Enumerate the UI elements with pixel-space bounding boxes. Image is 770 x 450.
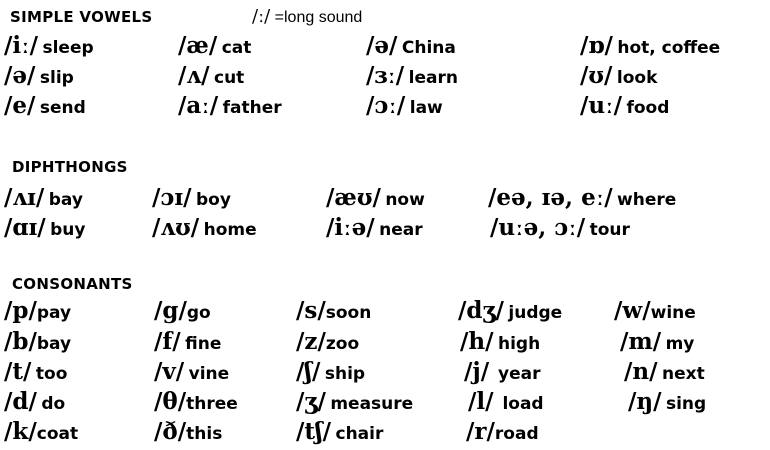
example-word: food xyxy=(626,98,670,118)
vowel-entry xyxy=(366,62,458,89)
ipa-symbol: /p/ xyxy=(4,297,37,324)
vowel-entry xyxy=(366,92,443,119)
consonant-entry xyxy=(154,388,238,415)
example-word: do xyxy=(41,394,66,414)
diphthong-entry xyxy=(490,214,630,241)
diphthong-entry xyxy=(488,184,676,211)
example-word: pay xyxy=(36,303,72,323)
ipa-symbol: /f/ xyxy=(154,328,181,355)
example-word: bay xyxy=(36,334,72,354)
diphthongs-heading: DIPHTHONGS xyxy=(12,158,128,176)
vowel-entry xyxy=(580,32,720,59)
example-word: law xyxy=(409,98,443,118)
example-word: now xyxy=(385,190,425,210)
example-word: learn xyxy=(408,68,458,88)
ipa-symbol: /v/ xyxy=(154,358,185,385)
consonant-entry xyxy=(4,297,71,324)
example-word: zoo xyxy=(325,334,360,354)
ipa-symbol: /k/ xyxy=(4,418,37,445)
example-word: chair xyxy=(335,424,384,444)
ipa-symbol: /æ/ xyxy=(178,32,218,59)
diphthong-entry xyxy=(4,184,83,211)
consonant-entry xyxy=(296,328,359,355)
example-word: three xyxy=(186,394,238,414)
ipa-symbol: /n/ xyxy=(624,358,658,385)
ipa-symbol: /s/ xyxy=(296,297,326,324)
consonant-entry xyxy=(624,358,705,385)
consonant-entry xyxy=(296,297,371,324)
example-word: send xyxy=(39,98,86,118)
ipa-symbol: /ʌɪ/ xyxy=(4,184,45,211)
vowels-heading: SIMPLE VOWELS xyxy=(10,8,153,26)
consonant-entry xyxy=(466,418,539,445)
consonant-entry xyxy=(4,328,71,355)
ipa-symbol: /z/ xyxy=(296,328,326,355)
example-word: road xyxy=(494,424,539,444)
diphthong-entry xyxy=(326,214,423,241)
example-word: hot, coffee xyxy=(617,38,721,58)
ipa-symbol: /ə/ xyxy=(4,62,36,89)
consonant-entry xyxy=(614,297,696,324)
diphthong-entry xyxy=(4,214,85,241)
ipa-symbol: /t/ xyxy=(4,358,32,385)
example-word: slip xyxy=(39,68,74,88)
ipa-symbol: /ʌʊ/ xyxy=(152,214,200,241)
example-word: next xyxy=(661,364,705,384)
vowel-entry xyxy=(580,62,657,89)
vowel-entry xyxy=(366,32,456,59)
ipa-symbol: /ʊ/ xyxy=(580,62,613,89)
ipa-symbol: /m/ xyxy=(620,328,662,355)
consonant-entry xyxy=(460,328,540,355)
example-word: cut xyxy=(214,68,245,88)
vowel-entry xyxy=(178,62,244,89)
ipa-symbol: /ð/ xyxy=(154,418,187,445)
ipa-symbol: /g/ xyxy=(154,297,187,324)
ipa-symbol: /b/ xyxy=(4,328,37,355)
consonant-entry xyxy=(458,297,562,324)
example-word: high xyxy=(497,334,541,354)
consonant-entry xyxy=(628,388,706,415)
example-word: go xyxy=(186,303,211,323)
example-word: load xyxy=(502,394,544,414)
consonant-entry xyxy=(154,418,222,445)
ipa-symbol: /h/ xyxy=(460,328,494,355)
ipa-symbol: /ɜː/ xyxy=(366,62,405,89)
example-word: where xyxy=(617,190,677,210)
ipa-symbol: /ʒ/ xyxy=(296,388,326,415)
example-word: boy xyxy=(196,190,231,210)
ipa-symbol: /e/ xyxy=(4,92,36,119)
ipa-symbol: /tʃ/ xyxy=(296,418,332,445)
consonant-entry xyxy=(4,388,65,415)
example-word: too xyxy=(35,364,68,384)
ipa-symbol: /ʃ/ xyxy=(296,358,321,385)
ipa-symbol: /r/ xyxy=(466,418,495,445)
example-word: soon xyxy=(325,303,372,323)
ipa-symbol: /ɔɪ/ xyxy=(152,184,192,211)
ipa-symbol: /iːə/ xyxy=(326,214,375,241)
consonant-entry xyxy=(4,418,78,445)
diphthong-entry xyxy=(152,214,257,241)
example-word: buy xyxy=(50,220,86,240)
example-word: near xyxy=(379,220,423,240)
example-word: wine xyxy=(650,303,696,323)
example-word: this xyxy=(186,424,223,444)
vowel-entry xyxy=(178,92,282,119)
ipa-symbol: /ɔː/ xyxy=(366,92,406,119)
ipa-symbol: /ə/ xyxy=(366,32,398,59)
ipa-symbol: /æʊ/ xyxy=(326,184,381,211)
example-word: coat xyxy=(36,424,79,444)
consonant-entry xyxy=(468,388,544,415)
consonant-entry xyxy=(620,328,694,355)
ipa-symbol: /ɒ/ xyxy=(580,32,613,59)
consonant-entry xyxy=(4,358,67,385)
consonants-heading: CONSONANTS xyxy=(12,275,133,293)
consonant-entry xyxy=(154,358,229,385)
ipa-symbol: /d/ xyxy=(4,388,37,415)
example-word: cat xyxy=(221,38,252,58)
vowel-entry xyxy=(580,92,669,119)
example-word: year xyxy=(498,364,541,384)
ipa-symbol: /eə, ɪə, eː/ xyxy=(488,184,613,211)
consonant-entry xyxy=(464,358,540,385)
ipa-symbol: /uːə, ɔː/ xyxy=(490,214,586,241)
diphthong-entry xyxy=(152,184,231,211)
diphthong-entry xyxy=(326,184,425,211)
ipa-symbol: /aː/ xyxy=(178,92,219,119)
ipa-symbol: /j/ xyxy=(464,358,490,385)
example-word: fine xyxy=(185,334,222,354)
consonant-entry xyxy=(154,328,221,355)
example-word: sleep xyxy=(42,38,94,58)
ipa-symbol: /θ/ xyxy=(154,388,187,415)
ipa-symbol: /l/ xyxy=(468,388,494,415)
long-sound-text: =long sound xyxy=(274,9,363,26)
vowel-entry xyxy=(4,32,94,59)
example-word: vine xyxy=(188,364,230,384)
consonant-entry xyxy=(296,418,383,445)
example-word: ship xyxy=(324,364,366,384)
example-word: measure xyxy=(330,394,414,414)
consonant-entry xyxy=(154,297,211,324)
ipa-symbol: /ʌ/ xyxy=(178,62,210,89)
vowel-entry xyxy=(178,32,251,59)
consonant-entry xyxy=(296,358,365,385)
long-sound-note xyxy=(252,6,362,27)
example-word: bay xyxy=(48,190,83,210)
example-word: sing xyxy=(665,394,707,414)
ipa-symbol: /w/ xyxy=(614,297,651,324)
example-word: China xyxy=(401,38,456,58)
example-word: home xyxy=(203,220,257,240)
example-word: judge xyxy=(508,303,563,323)
example-word: my xyxy=(665,334,695,354)
ipa-symbol: /uː/ xyxy=(580,92,623,119)
consonant-entry xyxy=(296,388,413,415)
ipa-symbol: /ŋ/ xyxy=(628,388,662,415)
ipa-symbol: /iː/ xyxy=(4,32,39,59)
example-word: look xyxy=(616,68,658,88)
vowel-entry xyxy=(4,92,86,119)
ipa-symbol: /dʒ/ xyxy=(458,297,504,324)
example-word: father xyxy=(222,98,282,118)
ipa-symbol: /ɑɪ/ xyxy=(4,214,46,241)
vowel-entry xyxy=(4,62,74,89)
example-word: tour xyxy=(589,220,630,240)
long-mark-symbol: /ː/ xyxy=(252,6,271,27)
